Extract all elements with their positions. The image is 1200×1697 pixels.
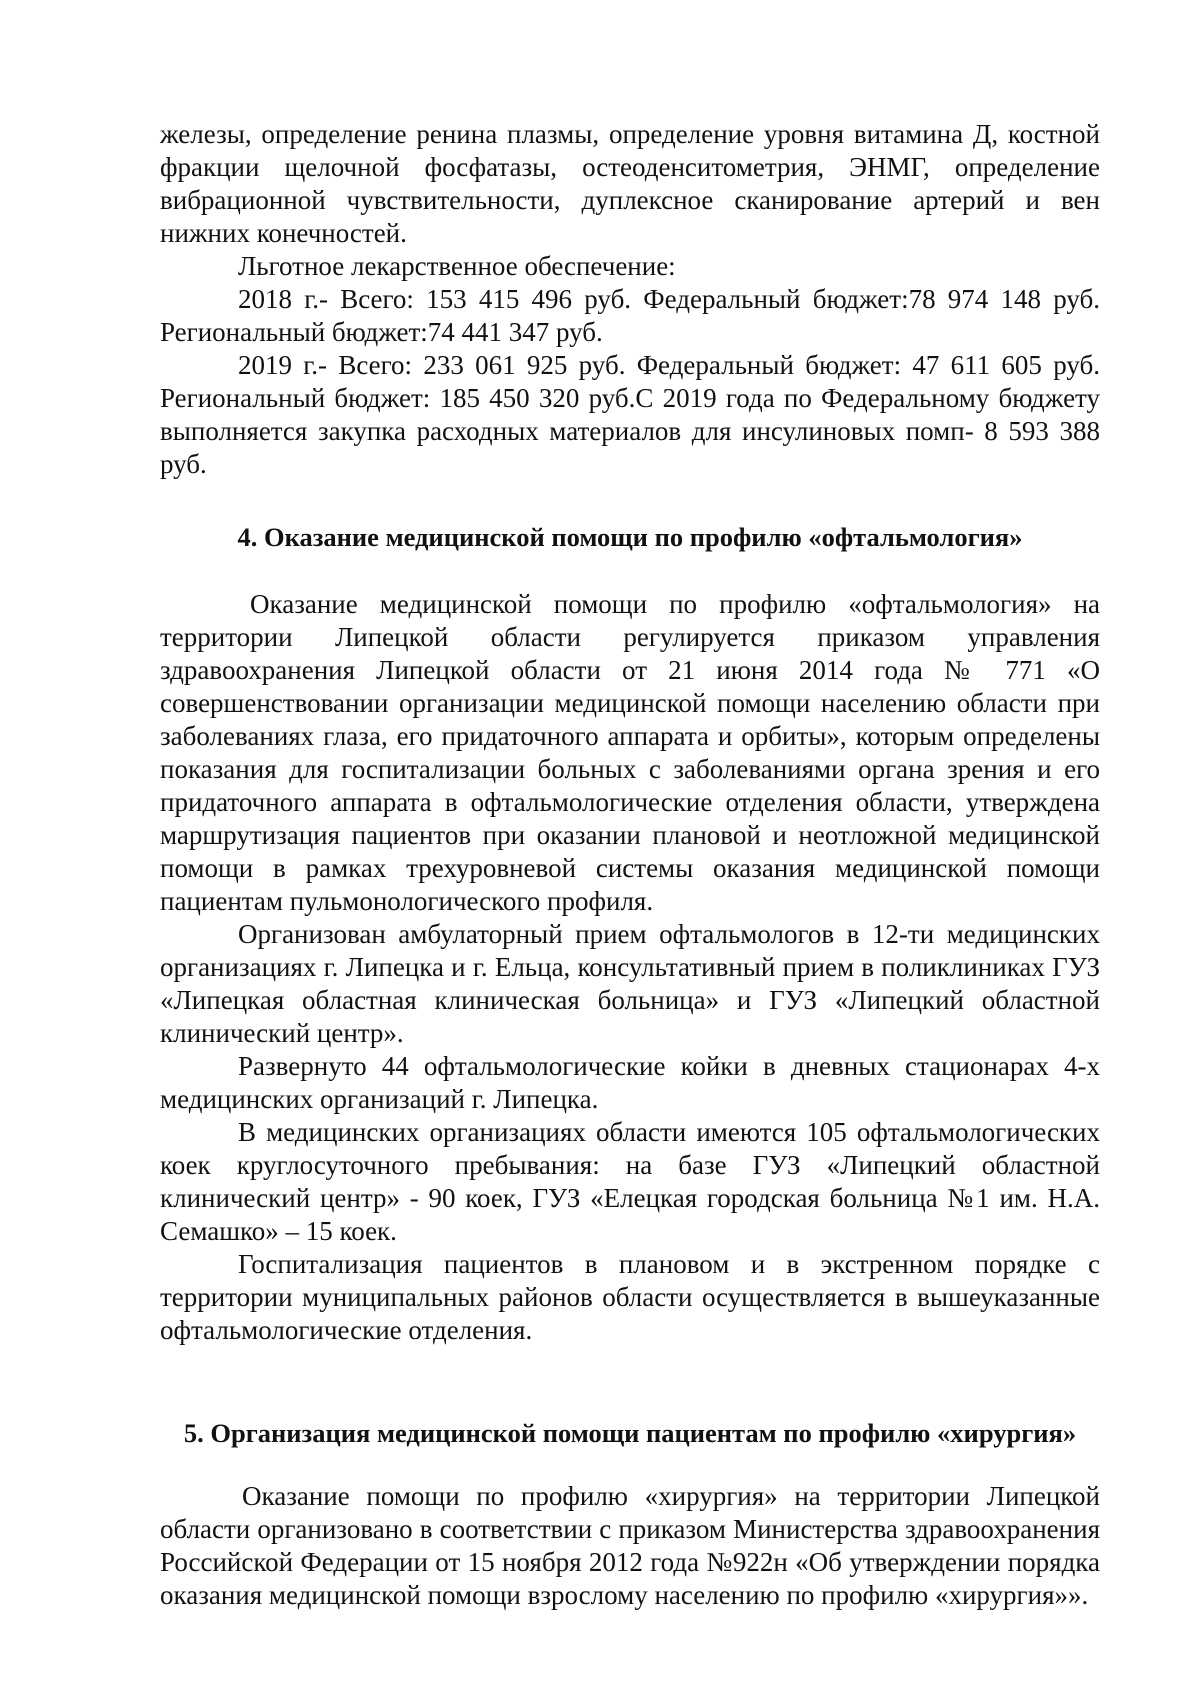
- section-5-heading: 5. Организация медицинской помощи пациентам по профилю «хирургия»: [183, 1418, 1077, 1448]
- section-5-paragraph-1: Оказание помощи по профилю «хирургия» на территории Липецкой области организовано в соответствии с приказом Министерства здравоохранения Российской Федерации от 15 ноября 2012 года №922н «Об утверждении порядка оказания медицинской помощи взрослому населению по профилю «хирургия»».: [160, 1481, 1100, 1610]
- intro-paragraph-1: железы, определение ренина плазмы, определение уровня витамина Д, костной фракции щелочной фосфатазы, остеоденситометрия, ЭНМГ, определение вибрационной чувствительности, дуплексное сканирование артерий и вен нижних конечностей.: [160, 119, 1100, 248]
- intro-paragraph-4: 2019 г.- Всего: 233 061 925 руб. Федеральный бюджет: 47 611 605 руб. Региональный бюджет: 185 450 320 руб.С 2019 года по Федеральному бюджету выполняется закупка расходных материалов для инсулиновых помп- 8 593 388 руб.: [160, 350, 1100, 479]
- section-4-paragraph-4: В медицинских организациях области имеются 105 офтальмологических коек круглосуточного пребывания: на базе ГУЗ «Липецкий областной клинический центр» - 90 коек, ГУЗ «Елецкая городская больница №1 им. Н.А. Семашко» – 15 коек.: [160, 1117, 1100, 1246]
- intro-paragraph-3: 2018 г.- Всего: 153 415 496 руб. Федеральный бюджет:78 974 148 руб. Региональный бюджет:74 441 347 руб.: [160, 284, 1100, 347]
- section-4-paragraph-1: Оказание медицинской помощи по профилю «офтальмология» на территории Липецкой области регулируется приказом управления здравоохранения Липецкой области от 21 июня 2014 года № 771 «О совершенствовании организации медицинской помощи населению области при заболеваниях глаза, его придаточного аппарата и орбиты», которым определены показания для госпитализации больных с заболеваниями органа зрения и его придаточного аппарата в офтальмологические отделения области, утверждена маршрутизация пациентов при оказании плановой и неотложной медицинской помощи в рамках трехуровневой системы оказания медицинской помощи пациентам пульмонологического профиля.: [160, 589, 1100, 916]
- section-4-paragraph-2: Организован амбулаторный прием офтальмологов в 12-ти медицинских организациях г. Липецка и г. Ельца, консультативный прием в поликлиниках ГУЗ «Липецкая областная клиническая больница» и ГУЗ «Липецкий областной клинический центр».: [160, 919, 1100, 1048]
- section-4-paragraph-3: Развернуто 44 офтальмологические койки в дневных стационарах 4-х медицинских организаций г. Липецка.: [160, 1051, 1100, 1114]
- page-body: [160, 118, 1100, 1612]
- section-4-heading: 4. Оказание медицинской помощи по профилю «офтальмология»: [237, 522, 1023, 552]
- intro-paragraph-2: Льготное лекарственное обеспечение:: [238, 251, 676, 281]
- section-4-paragraph-5: Госпитализация пациентов в плановом и в экстренном порядке с территории муниципальных районов области осуществляется в вышеуказанные офтальмологические отделения.: [160, 1249, 1100, 1345]
